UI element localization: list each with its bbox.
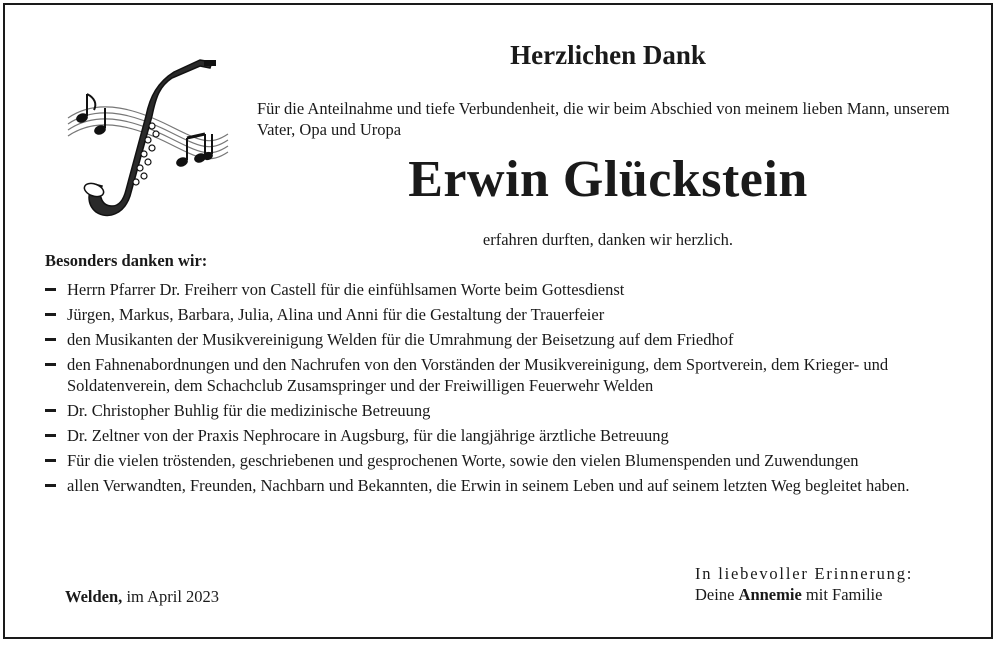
- list-item-text: allen Verwandten, Freunden, Nachbarn und Bekannten, die Erwin in seinem Leben und auf seinem letzten Weg begleitet haben.: [67, 476, 910, 495]
- thanks-heading: Besonders danken wir:: [45, 251, 208, 270]
- dash-bullet: [45, 409, 56, 412]
- dash-bullet: [45, 484, 56, 487]
- notice-title: Herzlichen Dank: [510, 40, 706, 70]
- list-item: [45, 354, 965, 396]
- signed-prefix: Deine: [695, 585, 739, 604]
- list-item: [45, 475, 965, 496]
- list-item: [45, 279, 965, 300]
- intro-text: Für die Anteilnahme und tiefe Verbundenheit, die wir beim Abschied von meinem lieben Mann, unserem Vater, Opa und Uropa: [257, 99, 950, 139]
- dash-bullet: [45, 459, 56, 462]
- list-item-text: den Fahnenabordnungen und den Nachrufen von den Vorständen der Musikvereinigung, dem Sportverein, dem Krieger- und Soldatenverein, dem Schachclub Zusamspringer und der Freiwilligen Feuerwehr Welden: [67, 355, 889, 395]
- list-item-text: Herrn Pfarrer Dr. Freiherr von Castell für die einfühlsamen Worte beim Gottesdienst: [67, 280, 625, 299]
- list-item: [45, 425, 965, 446]
- deceased-name: Erwin Glückstein: [408, 151, 808, 208]
- dash-bullet: [45, 363, 56, 366]
- list-item-text: Für die vielen tröstenden, geschriebenen und gesprochenen Worte, sowie den vielen Blumenspenden und Zuwendungen: [67, 451, 859, 470]
- memory-line: In liebevoller Erinnerung:: [695, 564, 914, 583]
- list-item: [45, 329, 965, 350]
- list-item: [45, 400, 965, 421]
- signed-suffix: mit Familie: [801, 585, 883, 604]
- dash-bullet: [45, 338, 56, 341]
- list-item-text: Dr. Zeltner von der Praxis Nephrocare in Augsburg, für die langjährige ärztliche Betreuung: [67, 426, 669, 445]
- list-item-text: den Musikanten der Musikvereinigung Welden für die Umrahmung der Beisetzung auf dem Friedhof: [67, 330, 734, 349]
- dash-bullet: [45, 288, 56, 291]
- list-item-text: Dr. Christopher Buhlig für die medizinische Betreuung: [67, 401, 431, 420]
- place-date: [65, 587, 219, 607]
- date-text: im April 2023: [122, 587, 220, 606]
- dash-bullet: [45, 434, 56, 437]
- list-item: [45, 304, 965, 325]
- list-item-text: Jürgen, Markus, Barbara, Julia, Alina und Anni für die Gestaltung der Trauerfeier: [67, 305, 605, 324]
- dash-bullet: [45, 313, 56, 316]
- place-name: Welden,: [65, 587, 123, 606]
- intro-end-text: erfahren durften, danken wir herzlich.: [482, 230, 734, 249]
- signature-line: [695, 585, 882, 605]
- signed-name: Annemie: [738, 585, 802, 604]
- list-item: [45, 450, 965, 471]
- thanks-list: [45, 279, 965, 500]
